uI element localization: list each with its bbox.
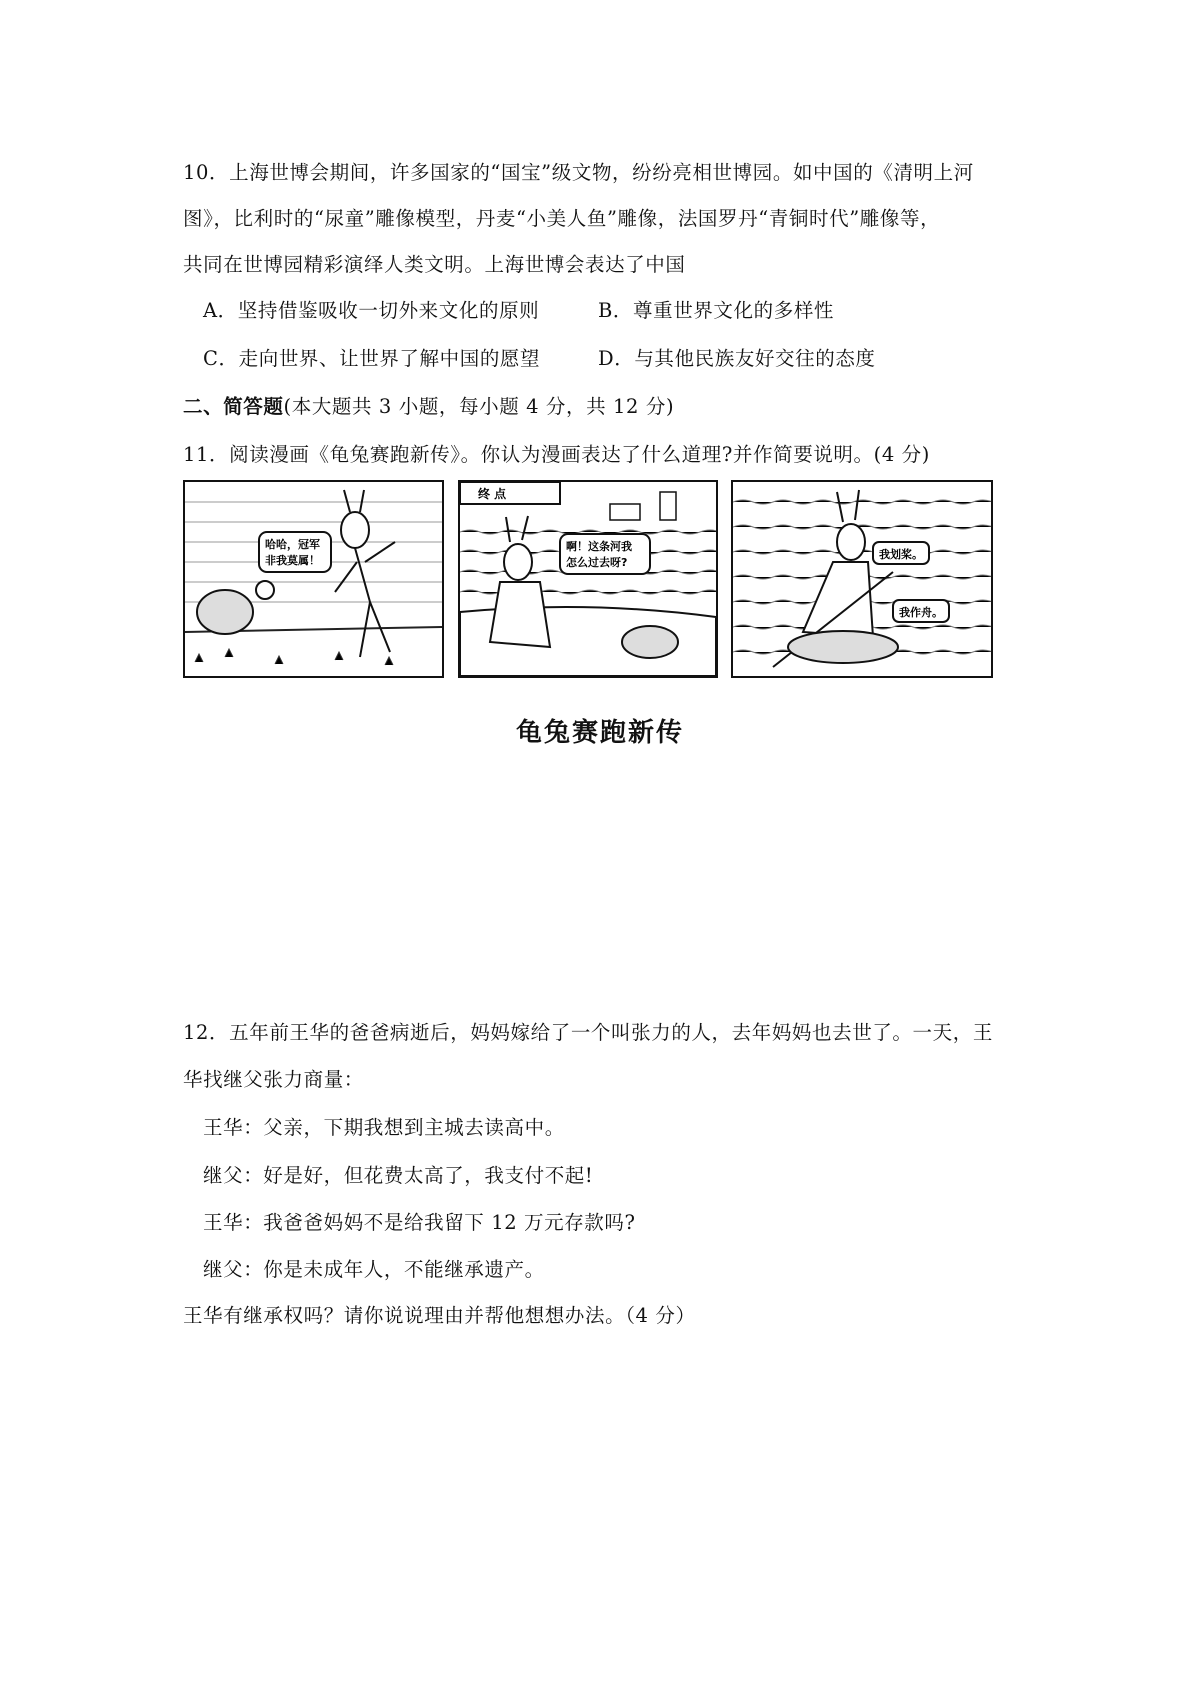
q10-line-1: 10．上海世博会期间，许多国家的“国宝”级文物，纷纷亮相世博园。如中国的《清明上河	[183, 161, 974, 184]
q12-line-1: 12．五年前王华的爸爸病逝后，妈妈嫁给了一个叫张力的人，去年妈妈也去世了。一天，王	[183, 1021, 993, 1044]
panel3-bubble-1-text: 我划桨。	[879, 548, 923, 561]
q10-option-b: B．尊重世界文化的多样性	[598, 299, 835, 322]
q12-dialog-1: 王华：父亲，下期我想到主城去读高中。	[203, 1116, 565, 1139]
q10-option-c: C．走向世界、让世界了解中国的愿望	[203, 347, 541, 370]
section2-heading: 二、简答题	[183, 395, 284, 418]
panel3-bubble-2-text: 我作舟。	[899, 606, 943, 619]
panel2-finish-sign	[460, 482, 560, 504]
comic-panel-3-drawing	[733, 482, 991, 676]
q12-dialog-2: 继父：好是好，但花费太高了，我支付不起!	[203, 1164, 594, 1187]
turtle-shell-icon	[197, 590, 253, 634]
comic-panel-2	[458, 480, 718, 678]
panel2-bubble-line-1: 啊！这条河我	[566, 540, 632, 553]
q12-question: 王华有继承权吗？请你说说理由并帮他想想办法。（4 分）	[183, 1304, 696, 1327]
turtle-boat-icon	[788, 631, 898, 663]
q11-text: 11．阅读漫画《龟兔赛跑新传》。你认为漫画表达了什么道理?并作简要说明。(4 分)	[183, 443, 930, 466]
section2-note: (本大题共 3 小题，每小题 4 分，共 12 分)	[283, 395, 675, 418]
comic-panel-1-drawing	[185, 482, 442, 676]
q12-dialog-3: 王华：我爸爸妈妈不是给我留下 12 万元存款吗?	[203, 1211, 636, 1234]
comic-panel-3	[731, 480, 993, 678]
q12-line-2: 华找继父张力商量：	[183, 1068, 364, 1091]
q10-line-2: 图》，比利时的“尿童”雕像模型，丹麦“小美人鱼”雕像，法国罗丹“青铜时代”雕像等，	[183, 207, 941, 230]
panel2-sign-text: 终 点	[478, 487, 507, 501]
panel1-bubble-line-2: 非我莫属！	[265, 554, 320, 567]
panel2-bubble-line-2: 怎么过去呀?	[566, 556, 628, 569]
comic-panel-1	[183, 480, 444, 678]
comic-title: 龟兔赛跑新传	[515, 718, 684, 748]
q10-option-a: A．坚持借鉴吸收一切外来文化的原则	[203, 299, 540, 322]
panel1-bubble-line-1: 哈哈，冠军	[265, 538, 320, 551]
comic-panel-2-drawing	[460, 482, 716, 676]
q10-line-3: 共同在世博园精彩演绎人类文明。上海世博会表达了中国	[183, 253, 686, 276]
q12-dialog-4: 继父：你是未成年人，不能继承遗产。	[203, 1258, 545, 1281]
q10-option-d: D．与其他民族友好交往的态度	[598, 347, 876, 370]
section2-header	[183, 394, 674, 420]
turtle-icon	[622, 626, 678, 658]
